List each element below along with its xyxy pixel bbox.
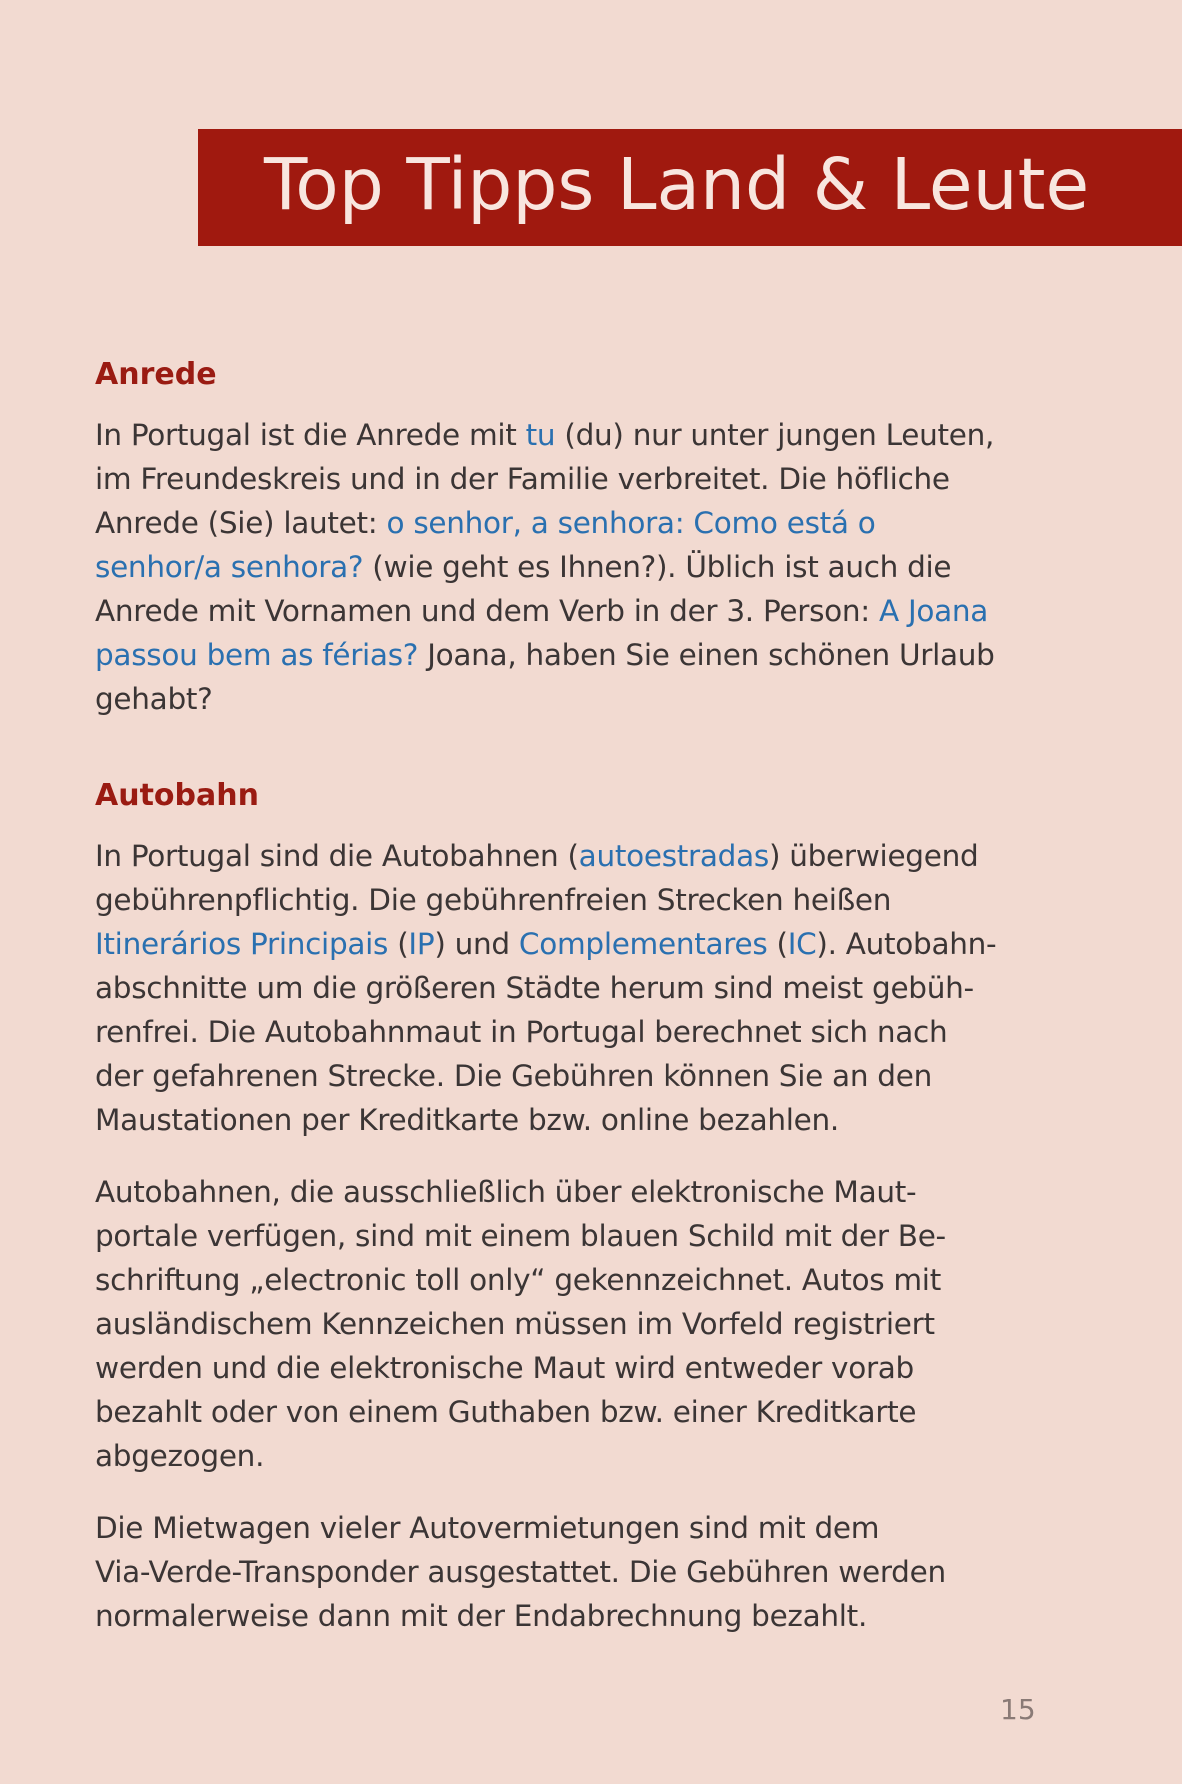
portuguese-term: Complementares	[518, 927, 768, 961]
text-line: In Portugal sind die Autobahnen (autoestradas) überwiegend	[95, 839, 979, 873]
text-line: portale verfügen, sind mit einem blauen Schild mit der Be-	[95, 1219, 946, 1253]
text-line: der gefahrenen Strecke. Die Gebühren können Sie an den	[95, 1059, 932, 1093]
text-line: gebührenpflichtig. Die gebührenfreien Strecken heißen	[95, 883, 892, 917]
portuguese-term: o senhor, a senhora: Como está o	[386, 506, 876, 540]
portuguese-term: passou bem as férias?	[95, 638, 419, 672]
text-line: Via-Verde-Transponder ausgestattet. Die Gebühren werden	[95, 1555, 946, 1589]
paragraph-spacer	[95, 1142, 1095, 1170]
paragraph-autobahn-2	[95, 1170, 1095, 1478]
paragraph-spacer	[95, 1478, 1095, 1506]
page-number: 15	[1000, 1693, 1036, 1726]
text-line: schriftung „electronic toll only“ gekennzeichnet. Autos mit	[95, 1263, 941, 1297]
portuguese-term: Itinerários Principais	[95, 927, 389, 961]
section-heading-autobahn: Autobahn	[95, 778, 259, 813]
text-line: Anrede (Sie) lautet: o senhor, a senhora: Como está o	[95, 506, 876, 540]
text-line: normalerweise dann mit der Endabrechnung bezahlt.	[95, 1599, 868, 1633]
paragraph-anrede	[95, 413, 1095, 721]
text-line: abgezogen.	[95, 1439, 265, 1473]
portuguese-term: tu	[525, 418, 556, 452]
section-autobahn	[95, 776, 1095, 1638]
text-line: gehabt?	[95, 682, 213, 716]
text-line: passou bem as férias? Joana, haben Sie einen schönen Urlaub	[95, 638, 995, 672]
text-line: In Portugal ist die Anrede mit tu (du) nur unter jungen Leuten,	[95, 418, 995, 452]
text-line: werden und die elektronische Maut wird entweder vorab	[95, 1351, 914, 1385]
text-line: renfrei. Die Autobahnmaut in Portugal berechnet sich nach	[95, 1015, 948, 1049]
text-line: Die Mietwagen vieler Autovermietungen sind mit dem	[95, 1511, 880, 1545]
portuguese-term: autoestradas	[578, 839, 769, 873]
paragraph-autobahn-1	[95, 834, 1095, 1142]
section-heading-anrede: Anrede	[95, 357, 217, 392]
text-line: abschnitte um die größeren Städte herum sind meist gebüh-	[95, 971, 974, 1005]
text-line: ausländischem Kennzeichen müssen im Vorfeld registriert	[95, 1307, 935, 1341]
text-line: bezahlt oder von einem Guthaben bzw. einer Kreditkarte	[95, 1395, 917, 1429]
text-line: im Freundeskreis und in der Familie verbreitet. Die höfliche	[95, 462, 950, 496]
content	[95, 355, 1095, 1638]
text-line: Maustationen per Kreditkarte bzw. online bezahlen.	[95, 1103, 839, 1137]
portuguese-term: IC	[787, 927, 817, 961]
paragraph-autobahn-3	[95, 1506, 1095, 1638]
page-title: Top Tipps Land & Leute	[264, 143, 1090, 226]
portuguese-term: IP	[408, 927, 435, 961]
text-line: senhor/a senhora? (wie geht es Ihnen?). Üblich ist auch die	[95, 550, 952, 584]
text-line: Itinerários Principais (IP) und Complementares (IC). Autobahn-	[95, 927, 997, 961]
text-line: Anrede mit Vornamen und dem Verb in der 3. Person: A Joana	[95, 594, 989, 628]
title-bar	[198, 129, 1182, 246]
portuguese-term: senhor/a senhora?	[95, 550, 364, 584]
text-line: Autobahnen, die ausschließlich über elektronische Maut-	[95, 1175, 917, 1209]
portuguese-term: A Joana	[879, 594, 989, 628]
